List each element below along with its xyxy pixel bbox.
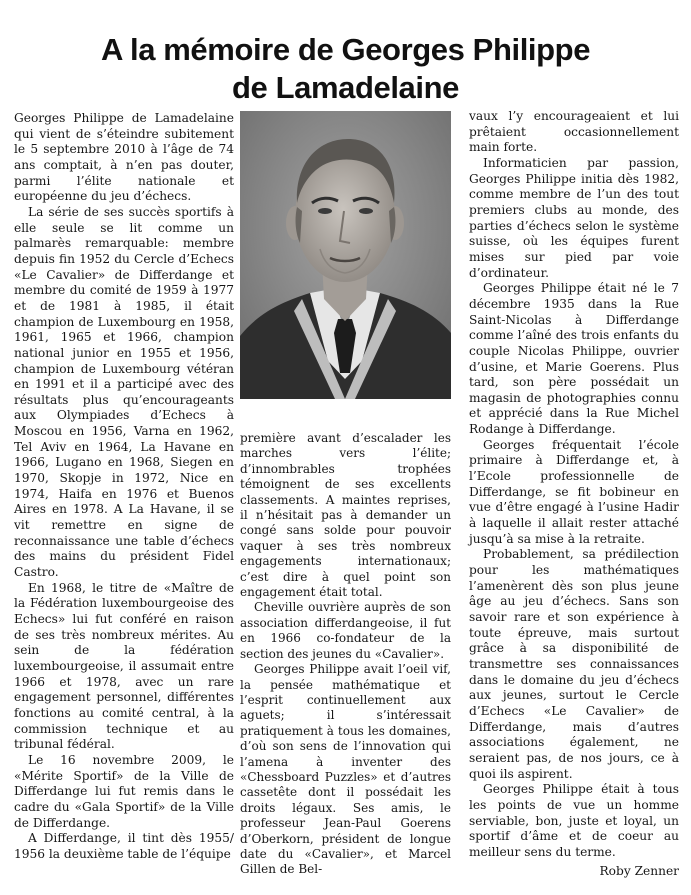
- paragraph: vaux l’y encourageaient et lui prêtaient occasionnellement main forte.: [469, 109, 679, 155]
- paragraph: Le 16 novembre 2009, le «Mérite Sportif» de la Ville de Differdange lui fut remis dans le cadre du «Gala Sportif» de la Ville de Differdange.: [14, 752, 234, 830]
- headline-line-1: A la mémoire de Georges Philippe: [100, 31, 591, 67]
- paragraph: Informaticien par passion, Georges Philippe initia dès 1982, comme membre de l’un des tout premiers clubs au monde, des parties d’échecs selon le système suisse, où les équipes furent mises sur pied par voie d’ordinateur.: [469, 155, 679, 280]
- article-column-2: [240, 431, 451, 878]
- paragraph: A Differdange, il tint dès 1955/ 1956 la deuxième table de l’équipe: [14, 831, 234, 861]
- author-signature: Roby Zenner: [599, 863, 679, 878]
- paragraph: Georges Philippe avait l’oeil vif, la pensée mathématique et l’esprit continuellement aux aguets; il s’intéressait pratiquement à tous les domaines, d’où son sens de l’innovation qui l’amena à inventer des «Chessboard Puzzles» et d’autres cassetête dont il possédait les droits légaux. Ses amis, le professeur Jean-Paul Goerens d’Oberkorn, président de longue date du «Cavalier», et Marcel Gillen de Bel-: [240, 662, 451, 877]
- article-column-3: [469, 109, 679, 879]
- paragraph: Georges Philippe était né le 7 décembre 1935 dans la Rue Saint-Nicolas à Differdange comme l’aîné des trois enfants du couple Nicolas Philippe, ouvrier d’usine, et Marie Goerens. Plus tard, son père possédait un magasin de photographies connu et apprécié dans la Rue Michel Rodange à Differdange.: [469, 281, 679, 437]
- headline-line-2: de Lamadelaine: [232, 69, 459, 105]
- portrait-illustration: [240, 111, 451, 399]
- paragraph: Probablement, sa prédilection pour les mathématiques l’amenèrent dès son plus jeune âge au jeu d’échecs. Sans son savoir rare et son expérience à toute épreuve, mais surtout grâce à sa disponibilité de transmettre ses connaissances dans le domaine du jeu d’échecs aux jeunes, surtout le Cercle d’Echecs «Le Cavalier» de Differdange, mais d’autres associations également, ne seraient pas, de nos jours, ce à quoi ils aspirent.: [469, 547, 679, 781]
- headline: [10, 31, 681, 107]
- paragraph: première avant d’escalader les marches vers l’élite; d’innombrables trophées témoignent de ses excellents classements. A maintes reprises, il n’hésitait pas à demander un congé sans solde pour pouvoir vaquer à ses très nombreux engagements internationaux; c’est dire à quel point son engagement était total.: [240, 431, 451, 600]
- paragraph: Georges Philippe était à tous les points de vue un homme serviable, bon, juste et loyal, un sportif d’âme et de coeur au meilleur sens du terme.: [469, 782, 679, 859]
- paragraph: Georges fréquentait l’école primaire à Differdange et, à l’Ecole professionnelle de Differdange, se fit bobineur en vue d’être engagé à l’usine Hadir à laquelle il allait rester attaché jusqu’à sa mise à la retraite.: [469, 437, 679, 546]
- portrait-photo: [240, 111, 451, 399]
- article-column-1: [14, 111, 234, 863]
- paragraph: La série de ses succès sportifs à elle seule se lit comme un palmarès remarquable: membre depuis fin 1952 du Cercle d’Echecs «Le Cavalier» de Differdange et membre du comité de 1959 à 1977 et de 1981 à 1985, il était champion de Luxembourg en 1958, 1961, 1965 et 1966, champion national junior en 1955 et 1956, champion de Luxembourg vétéran en 1991 et il a participé avec des résultats plus qu’encourageants aux Olympiades d’Echecs à Moscou en 1956, Varna en 1962, Tel Aviv en 1964, La Havane en 1966, Lugano en 1968, Siegen en 1970, Skopje in 1972, Nice en 1974, Haifa en 1976 et Buenos Aires en 1978. A La Havane, il se vit remettre en signe de reconnaissance une table d’échecs des mains du président Fidel Castro.: [14, 204, 234, 580]
- paragraph: Cheville ouvrière auprès de son association differdangeoise, il fut en 1966 co-fondateur de la section des jeunes du «Cavalier».: [240, 600, 451, 661]
- paragraph: Georges Philippe de Lamadelaine qui vient de s’éteindre subitement le 5 septembre 2010 à l’âge de 74 ans comptait, à n’en pas douter, parmi l’élite nationale et européenne du jeu d’échecs.: [14, 111, 234, 204]
- paragraph: En 1968, le titre de «Maître de la Fédération luxembourgeoise des Echecs» lui fut conféré en raison de ses très nombreux mérites. Au sein de la fédération luxembourgeoise, il assumait entre 1966 et 1978, avec un rare engagement personnel, différentes fonctions au comité central, à la commission technique et au tribunal fédéral.: [14, 580, 234, 752]
